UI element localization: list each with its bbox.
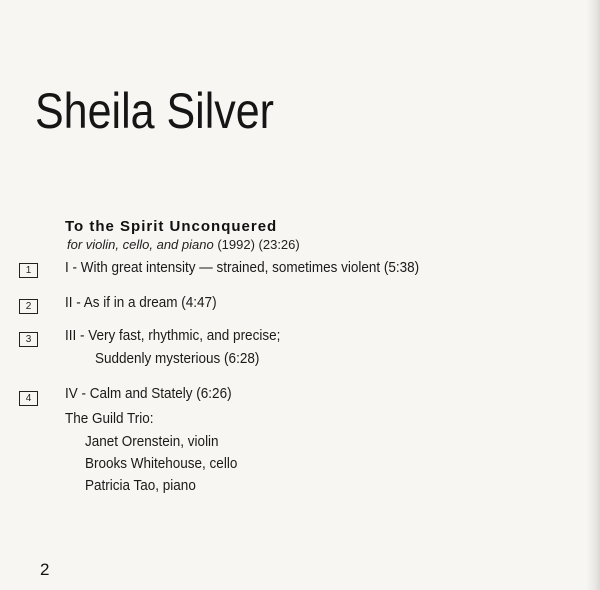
work-year: (1992) (217, 237, 255, 252)
work-title: To the Spirit Unconquered (65, 218, 278, 235)
work-instrumentation: for violin, cello, and piano (67, 237, 214, 252)
track-title: III - Very fast, rhythmic, and precise; (65, 327, 281, 344)
performer-item: Janet Orenstein, violin (85, 433, 219, 450)
track-number-box: 2 (19, 299, 38, 314)
track-title: IV - Calm and Stately (6:26) (65, 385, 232, 402)
performer-item: Brooks Whitehouse, cello (85, 455, 238, 472)
work-subtitle (67, 237, 300, 252)
track-number-box: 3 (19, 332, 38, 347)
track-number-box: 4 (19, 391, 38, 406)
composer-name: Sheila Silver (35, 83, 274, 139)
work-duration: (23:26) (258, 237, 300, 252)
track-title: I - With great intensity — strained, sometimes violent (5:38) (65, 259, 420, 276)
performer-item: Patricia Tao, piano (85, 477, 196, 494)
ensemble-name: The Guild Trio: (65, 410, 154, 427)
track-title-continuation: Suddenly mysterious (6:28) (95, 350, 260, 367)
page-number: 2 (40, 560, 50, 579)
page-edge-shadow (586, 0, 600, 590)
track-title: II - As if in a dream (4:47) (65, 294, 217, 311)
track-number-box: 1 (19, 263, 38, 278)
